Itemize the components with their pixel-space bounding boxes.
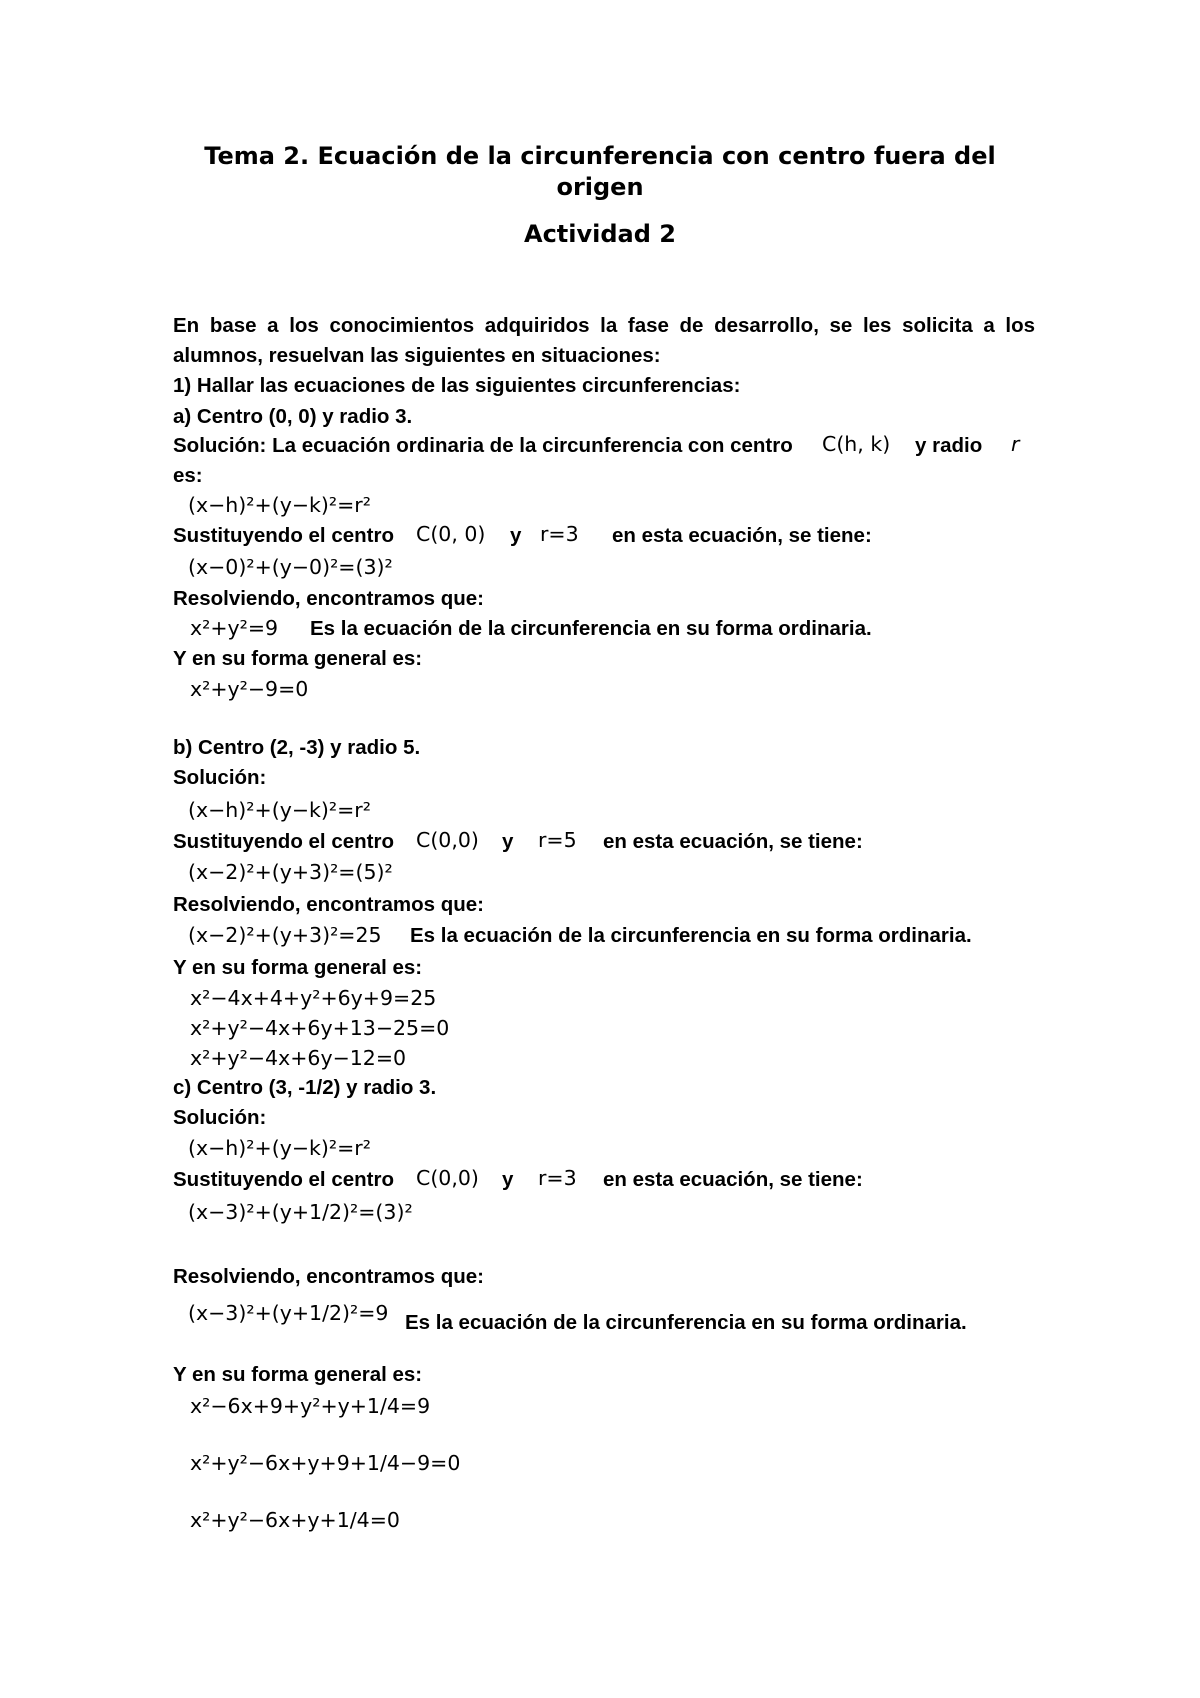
part-a-es: es: (173, 464, 203, 487)
part-c-general-eq-3: x²+y²−6x+y+1/4=0 (190, 1508, 400, 1532)
part-c-formula: (x−h)²+(y−k)²=r² (188, 1136, 371, 1160)
part-c-y: y (502, 1168, 514, 1191)
intro-line-1: En base a los conocimientos adquiridos la fase de desarrollo, se les solicita a los (173, 314, 1035, 337)
part-a-r-symbol: r (1011, 432, 1020, 456)
part-a-general-eq: x²+y²−9=0 (190, 677, 309, 701)
part-b-solution: Solución: (173, 766, 267, 789)
part-a-formula: (x−h)²+(y−k)²=r² (188, 493, 371, 517)
part-b-subst-label: Sustituyendo el centro (173, 830, 394, 853)
part-b-y: y (502, 830, 514, 853)
part-b-solving: Resolviendo, encontramos que: (173, 893, 484, 916)
part-b-formula: (x−h)²+(y−k)²=r² (188, 798, 371, 822)
part-b-general-label: Y en su forma general es: (173, 956, 423, 979)
part-a-heading: a) Centro (0, 0) y radio 3. (173, 405, 413, 428)
part-c-solving: Resolviendo, encontramos que: (173, 1265, 484, 1288)
part-c-general-eq-2: x²+y²−6x+y+9+1/4−9=0 (190, 1451, 461, 1475)
part-b-subst-eq: (x−2)²+(y+3)²=(5)² (188, 860, 393, 884)
part-a-subst-center: C(0, 0) (416, 522, 486, 546)
part-c-subst-radius: r=3 (538, 1166, 577, 1190)
part-a-y-radio: y radio (915, 434, 983, 457)
part-c-solution: Solución: (173, 1106, 267, 1129)
task-statement: 1) Hallar las ecuaciones de las siguientes circunferencias: (173, 374, 741, 397)
part-b-general-eq-3: x²+y²−4x+6y−12=0 (190, 1046, 407, 1070)
part-a-subst-tail: en esta ecuación, se tiene: (612, 524, 872, 547)
part-c-ordinary-note: Es la ecuación de la circunferencia en su forma ordinaria. (405, 1311, 967, 1334)
part-a-subst-eq: (x−0)²+(y−0)²=(3)² (188, 555, 393, 579)
title-line-2: origen (556, 173, 644, 201)
activity-heading: Actividad 2 (524, 220, 676, 248)
part-a-ordinary-note: Es la ecuación de la circunferencia en su forma ordinaria. (310, 617, 872, 640)
part-a-solving: Resolviendo, encontramos que: (173, 587, 484, 610)
part-b-ordinary-note: Es la ecuación de la circunferencia en su forma ordinaria. (410, 924, 972, 947)
part-c-subst-label: Sustituyendo el centro (173, 1168, 394, 1191)
part-c-subst-center: C(0,0) (416, 1166, 479, 1190)
intro-line-2: alumnos, resuelvan las siguientes en situaciones: (173, 344, 661, 367)
part-a-general-label: Y en su forma general es: (173, 647, 423, 670)
part-b-ordinary-eq: (x−2)²+(y+3)²=25 (188, 923, 382, 947)
part-b-subst-radius: r=5 (538, 828, 577, 852)
part-b-general-eq-1: x²−4x+4+y²+6y+9=25 (190, 986, 437, 1010)
part-a-center-expr: C(h, k) (822, 432, 891, 456)
part-a-subst-label: Sustituyendo el centro (173, 524, 394, 547)
part-a-ordinary-eq: x²+y²=9 (190, 616, 279, 640)
title-line-1: Tema 2. Ecuación de la circunferencia con centro fuera del (204, 142, 996, 170)
part-a-y: y (510, 524, 522, 547)
part-b-subst-tail: en esta ecuación, se tiene: (603, 830, 863, 853)
part-c-heading: c) Centro (3, -1/2) y radio 3. (173, 1076, 437, 1099)
part-c-general-eq-1: x²−6x+9+y²+y+1/4=9 (190, 1394, 431, 1418)
part-c-general-label: Y en su forma general es: (173, 1363, 423, 1386)
part-c-subst-tail: en esta ecuación, se tiene: (603, 1168, 863, 1191)
part-a-solution-intro: Solución: La ecuación ordinaria de la circunferencia con centro (173, 434, 793, 457)
part-c-ordinary-eq: (x−3)²+(y+1/2)²=9 (188, 1301, 389, 1325)
part-b-subst-center: C(0,0) (416, 828, 479, 852)
part-c-subst-eq: (x−3)²+(y+1/2)²=(3)² (188, 1200, 413, 1224)
part-b-general-eq-2: x²+y²−4x+6y+13−25=0 (190, 1016, 450, 1040)
part-a-subst-radius: r=3 (540, 522, 579, 546)
part-b-heading: b) Centro (2, -3) y radio 5. (173, 736, 421, 759)
